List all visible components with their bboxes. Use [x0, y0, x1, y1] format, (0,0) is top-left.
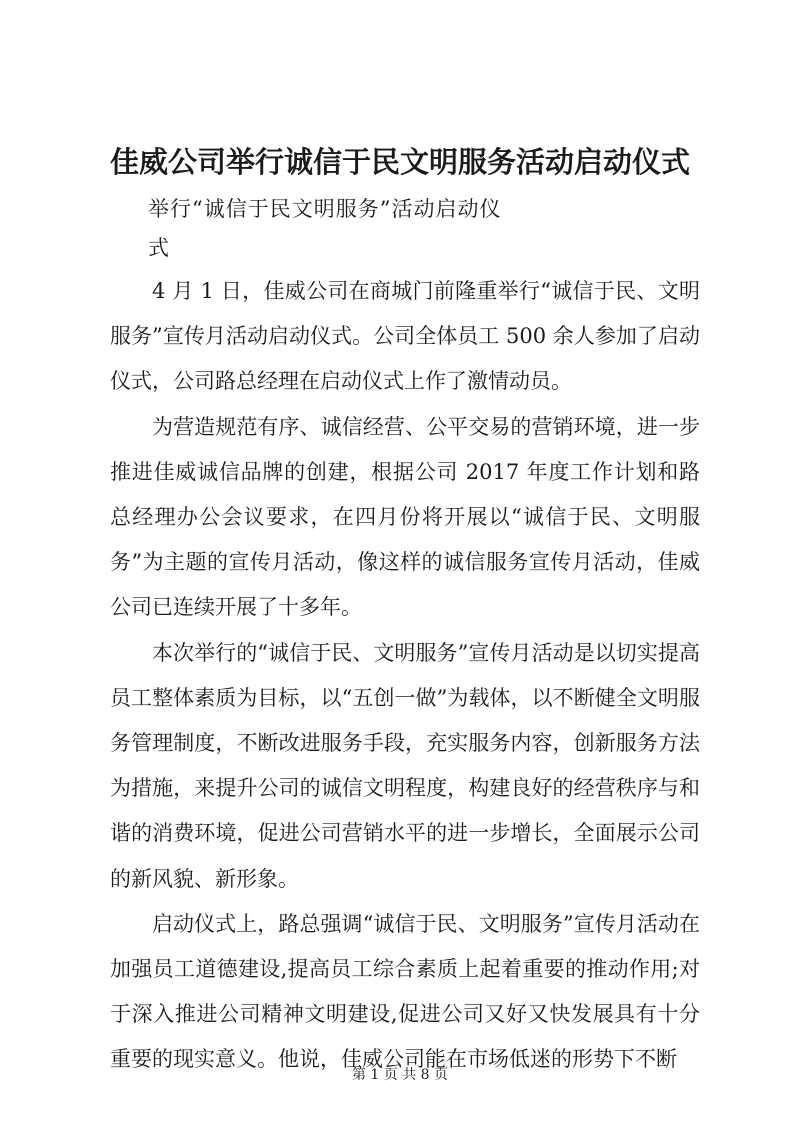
subtitle-line-1: 举行“诚信于民文明服务”活动启动仪: [148, 197, 502, 221]
page-number-footer: 第 1 页 共 8 页: [351, 1067, 449, 1083]
paragraph: 为营造规范有序、诚信经营、公平交易的营销环境，进一步推进佳威诚信品牌的创建，根据公司 2017 年度工作计划和路总经理办公会议要求，在四月份将开展以“诚信于民、文明服务”为主题的宣传月活动，像这样的诚信服务宣传月活动，佳威公司已连续开展了十多年。: [110, 414, 700, 620]
document-title: 佳威公司举行诚信于民文明服务活动启动仪式: [109, 145, 690, 179]
paragraph: 启动仪式上，路总强调“诚信于民、文明服务”宣传月活动在加强员工道德建设,提高员工综合素质上起着重要的推动作用;对于深入推进公司精神文明建设,促进公司又好又快发展具有十分重要的现实意义。他说，佳威公司能在市场低迷的形势下不断: [110, 911, 700, 1072]
paragraph: 4 月 1 日，佳威公司在商城门前隆重举行“诚信于民、文明服务”宣传月活动启动仪式。公司全体员工 500 余人参加了启动仪式，公司路总经理在启动仪式上作了激情动员。: [110, 279, 700, 394]
subtitle-line-2: 式: [148, 236, 169, 260]
paragraph: 本次举行的“诚信于民、文明服务”宣传月活动是以切实提高员工整体素质为目标，以“五创一做”为载体，以不断健全文明服务管理制度，不断改进服务手段，充实服务内容，创新服务方法为措施，来提升公司的诚信文明程度，构建良好的经营秩序与和谐的消费环境，促进公司营销水平的进一步增长，全面展示公司的新风貌、新形象。: [110, 640, 700, 891]
document-body: [110, 269, 700, 1083]
